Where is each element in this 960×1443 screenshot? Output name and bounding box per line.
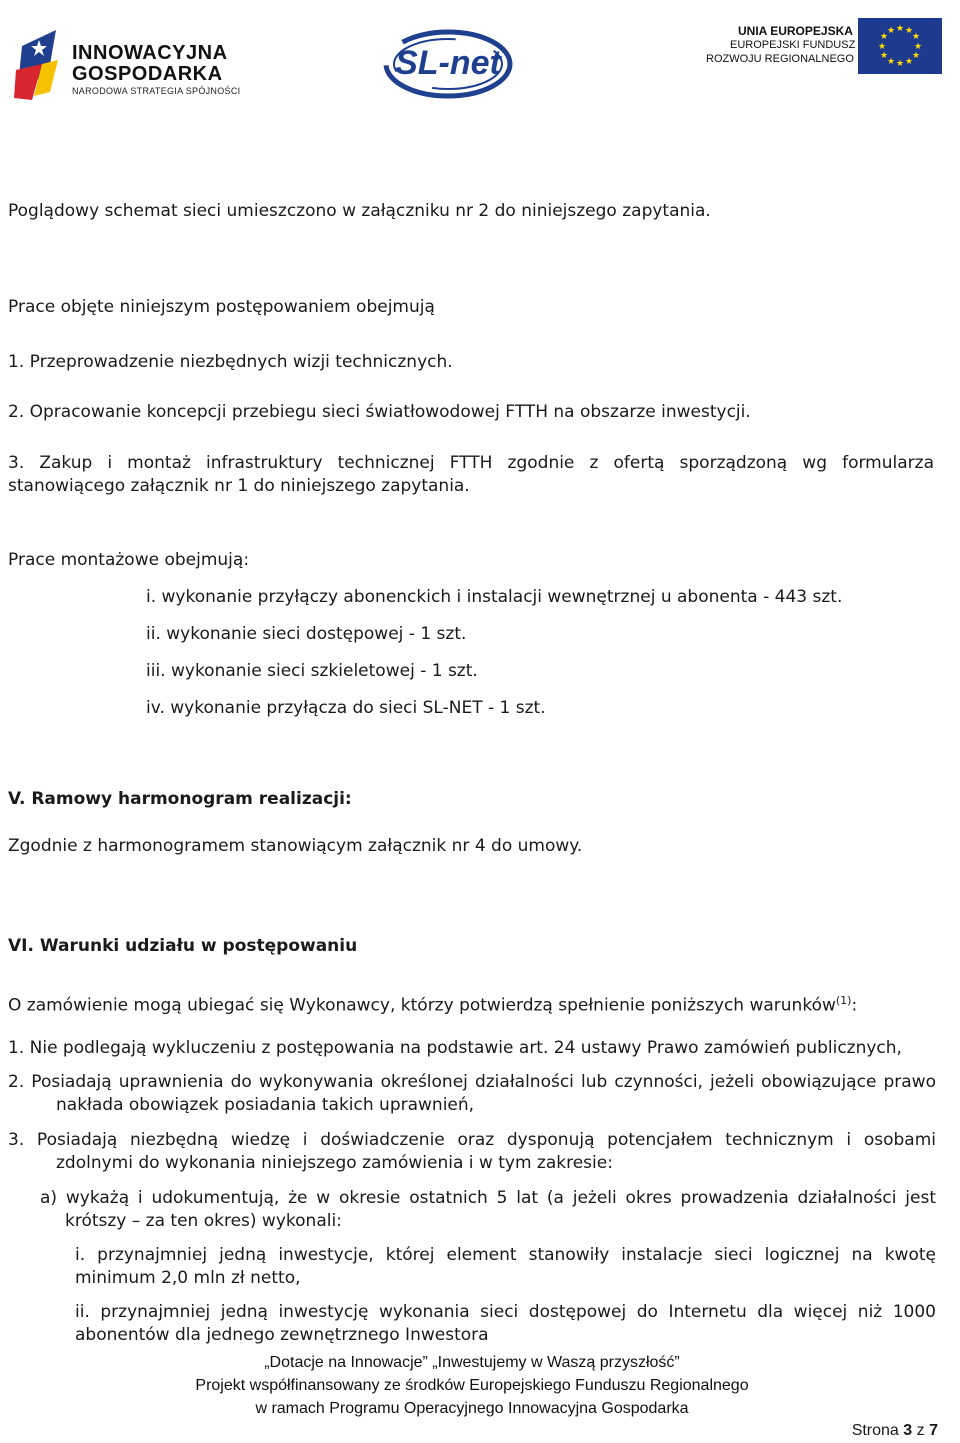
svg-text:★: ★ <box>877 42 887 52</box>
ig-logo-line3: NARODOWA STRATEGIA SPÓJNOŚCI <box>72 86 241 96</box>
svg-text:★: ★ <box>879 32 889 42</box>
sub-item: i. przynajmniej jedną inwestycje, której element stanowiły instalacje sieci logicznej na kwotę minimum 2,0 mln zł netto, <box>75 1245 936 1288</box>
slnet-logo-text: SL-net <box>395 44 501 82</box>
condition-item: 3. Posiadają niezbędną wiedzę i doświadczenie oraz dysponują potencjałem technicznym i osobami zdolnymi do wykonania niniejszego zamówienia i w tym zakresie: <box>8 1130 936 1173</box>
page-current: 3 <box>903 1422 913 1439</box>
list-item: 3. Zakup i montaż infrastruktury technicznej FTTH zgodnie z ofertą sporządzoną wg formularza stanowiącego załącznik nr 1 do niniejszego zapytania. <box>8 453 934 496</box>
list-item: 1. Przeprowadzenie niezbędnych wizji technicznych. <box>8 352 453 372</box>
footer-line3: w ramach Programu Operacyjnego Innowacyjna Gospodarka <box>255 1400 689 1417</box>
section-intro <box>8 990 857 1017</box>
list-item: 2. Opracowanie koncepcji przebiegu sieci światłowodowej FTTH na obszarze inwestycji. <box>8 402 751 422</box>
list-item: i. wykonanie przyłączy abonenckich i instalacji wewnętrznej u abonenta - 443 szt. <box>146 587 843 607</box>
eu-logo <box>700 18 945 76</box>
svg-text:★: ★ <box>904 26 914 36</box>
condition-item: 2. Posiadają uprawnienia do wykonywania określonej działalności lub czynności, jeżeli obowiązujące prawo nakłada obowiązek posiadania takich uprawnień, <box>8 1072 936 1115</box>
eu-flag-icon <box>858 18 942 74</box>
paragraph-schema: Poglądowy schemat sieci umieszczono w załączniku nr 2 do niniejszego zapytania. <box>8 201 711 221</box>
svg-text:★: ★ <box>886 57 896 67</box>
svg-text:★: ★ <box>911 32 921 42</box>
sub-item: ii. przynajmniej jedną inwestycję wykonania sieci dostępowej do Internetu dla więcej niż 1000 abonentów dla jednego zewnętrznego Inwestora <box>75 1302 936 1345</box>
svg-text:★: ★ <box>911 51 921 61</box>
paragraph-installation: Prace montażowe obejmują: <box>8 550 250 570</box>
section-text: Zgodnie z harmonogramem stanowiącym załącznik nr 4 do umowy. <box>8 836 583 856</box>
page-total: 7 <box>929 1422 938 1439</box>
svg-text:★: ★ <box>913 42 923 52</box>
list-item: ii. wykonanie sieci dostępowej - 1 szt. <box>146 624 467 644</box>
eu-logo-line2: EUROPEJSKI FUNDUSZ <box>730 39 856 51</box>
eu-logo-line1: UNIA EUROPEJSKA <box>738 24 853 38</box>
footer-line2: Projekt współfinansowany ze środków Europejskiego Funduszu Regionalnego <box>195 1377 749 1394</box>
svg-text:★: ★ <box>895 59 905 69</box>
eu-logo-line3: ROZWOJU REGIONALNEGO <box>706 53 854 65</box>
footnote-ref: (1) <box>835 994 852 1007</box>
ig-emblem-icon <box>12 26 68 102</box>
svg-text:★: ★ <box>904 57 914 67</box>
ig-logo-line2: GOSPODARKA <box>72 63 223 85</box>
section-heading: V. Ramowy harmonogram realizacji: <box>8 789 352 809</box>
footer-line1: „Dotacje na Innowacje” „Inwestujemy w Waszą przyszłość” <box>264 1354 680 1371</box>
svg-text:★: ★ <box>895 24 905 34</box>
section-intro-text: O zamówienie mogą ubiegać się Wykonawcy, którzy potwierdzą spełnienie poniższych warunków <box>8 995 836 1016</box>
condition-item: 1. Nie podlegają wykluczeniu z postępowania na podstawie art. 24 ustawy Prawo zamówień publicznych, <box>8 1038 902 1058</box>
ig-logo-line1: INNOWACYJNA <box>72 42 228 64</box>
svg-text:★: ★ <box>879 51 889 61</box>
sub-condition-a: a) wykażą i udokumentują, że w okresie ostatnich 5 lat (a jeżeli okres prowadzenia działalności jest krótszy – za ten okres) wykonali: <box>40 1188 936 1231</box>
list-item: iii. wykonanie sieci szkieletowej - 1 szt. <box>146 661 478 681</box>
svg-text:★: ★ <box>886 26 896 36</box>
slnet-logo <box>378 24 518 104</box>
page-sep: z <box>916 1422 925 1439</box>
paragraph-scope: Prace objęte niniejszym postępowaniem obejmują <box>8 297 435 317</box>
section-heading: VI. Warunki udziału w postępowaniu <box>8 936 358 956</box>
innowacyjna-gospodarka-logo <box>12 26 247 102</box>
page-number <box>852 1422 938 1440</box>
section-intro-end: : <box>851 995 858 1016</box>
slnet-logo-icon <box>378 24 518 104</box>
list-item: iv. wykonanie przyłącza do sieci SL-NET - 1 szt. <box>146 698 546 718</box>
page-label: Strona <box>851 1422 899 1439</box>
